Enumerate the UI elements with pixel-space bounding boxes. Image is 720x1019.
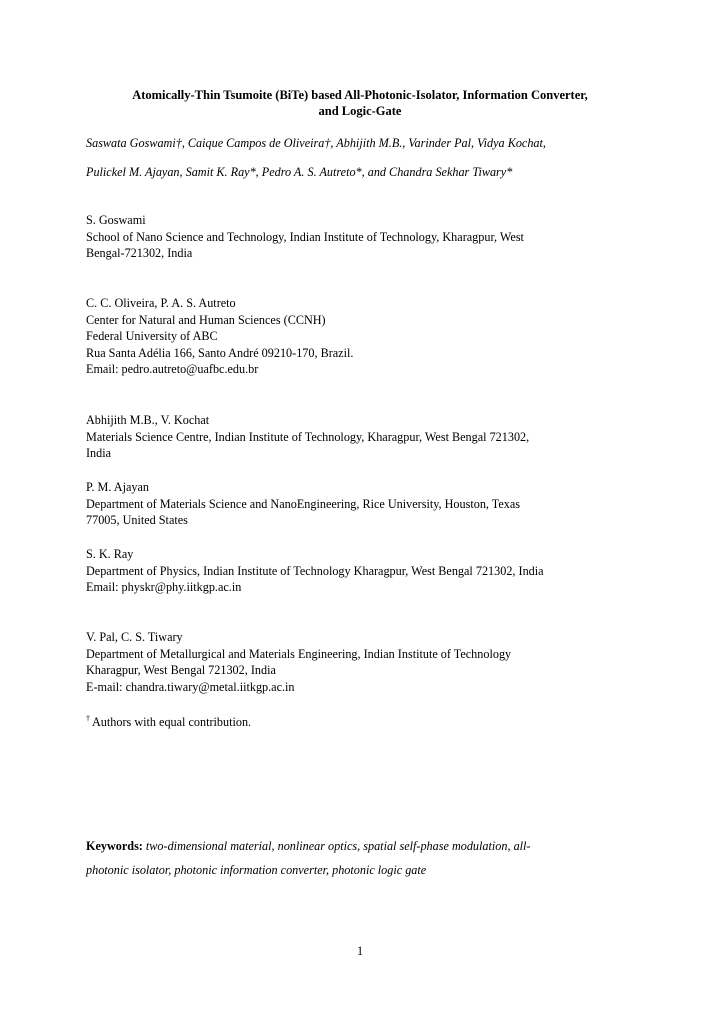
affiliation-abhijith-kochat	[86, 412, 646, 462]
affiliation-email: E-mail: chandra.tiwary@metal.iitkgp.ac.in	[86, 679, 295, 694]
keywords-line-2: photonic isolator, photonic information converter, photonic logic gate	[86, 863, 427, 877]
affiliation-names: C. C. Oliveira, P. A. S. Autreto	[86, 296, 236, 310]
paper-title	[86, 87, 634, 119]
author-line-2: Pulickel M. Ajayan, Samit K. Ray*, Pedro A. S. Autreto*, and Chandra Sekhar Tiwary*	[86, 165, 513, 179]
affiliation-oliveira-autreto	[86, 295, 646, 378]
author-line-1: Saswata Goswami†, Caique Campos de Oliveira†, Abhijith M.B., Varinder Pal, Vidya Kochat,	[86, 136, 546, 150]
dagger-symbol: †	[86, 714, 90, 723]
affiliation-email: Email: pedro.autreto@uafbc.edu.br	[86, 362, 259, 376]
affiliation-institution: Materials Science Centre, Indian Institute of Technology, Kharagpur, West Bengal 721302,	[86, 429, 530, 444]
affiliation-institution: Department of Metallurgical and Materials Engineering, Indian Institute of Technology	[86, 646, 512, 661]
affiliation-pal-tiwary	[86, 629, 646, 695]
keywords-label: Keywords:	[86, 839, 143, 853]
affiliation-names: P. M. Ajayan	[86, 480, 149, 494]
affiliation-names: S. K. Ray	[86, 547, 134, 561]
affiliation-names: V. Pal, C. S. Tiwary	[86, 630, 183, 644]
title-line-2: and Logic-Gate	[318, 104, 402, 118]
affiliation-address: Bengal-721302, India	[86, 246, 193, 260]
affiliation-address: Rua Santa Adélia 166, Santo André 09210-170, Brazil.	[86, 345, 354, 360]
title-line-1: Atomically-Thin Tsumoite (BiTe) based All-Photonic-Isolator, Information Converter,	[132, 88, 588, 102]
affiliation-institution: Department of Physics, Indian Institute of Technology Kharagpur, West Bengal 721302, India	[86, 563, 544, 578]
page-number: 1	[356, 944, 364, 958]
affiliation-university: Federal University of ABC	[86, 329, 218, 343]
affiliation-email: Email: physkr@phy.iitkgp.ac.in	[86, 580, 242, 594]
affiliation-ray	[86, 546, 646, 596]
keywords-section	[86, 838, 646, 878]
affiliation-goswami	[86, 212, 646, 262]
equal-contribution-footnote	[86, 714, 251, 730]
affiliation-names: S. Goswami	[86, 213, 146, 227]
affiliation-ajayan	[86, 479, 646, 529]
affiliation-address: 77005, United States	[86, 513, 188, 527]
affiliation-address: India	[86, 446, 112, 460]
author-list	[86, 135, 646, 180]
affiliation-names: Abhijith M.B., V. Kochat	[86, 413, 210, 427]
affiliation-institution: Department of Materials Science and NanoEngineering, Rice University, Houston, Texas	[86, 496, 521, 511]
affiliation-institution: Center for Natural and Human Sciences (CCNH)	[86, 312, 326, 327]
footnote-text: Authors with equal contribution.	[92, 715, 252, 729]
keywords-line-1	[86, 838, 646, 854]
keywords-text-1: two-dimensional material, nonlinear optics, spatial self-phase modulation, all-	[145, 839, 531, 853]
affiliation-address: Kharagpur, West Bengal 721302, India	[86, 663, 276, 677]
affiliation-institution: School of Nano Science and Technology, Indian Institute of Technology, Kharagpur, West	[86, 229, 524, 244]
